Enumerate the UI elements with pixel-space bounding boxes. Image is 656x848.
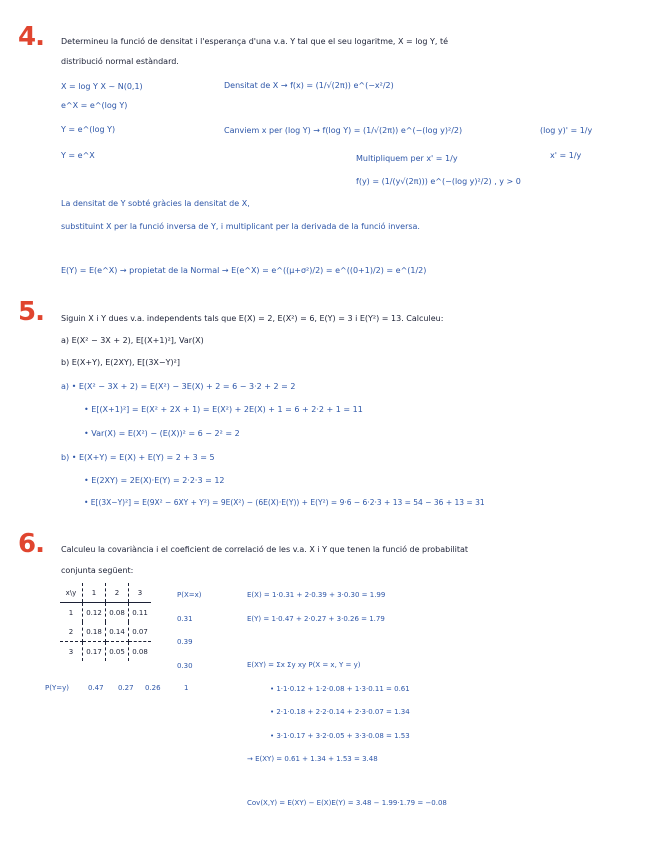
- s6-expectation-x: E(X) = 1·0.31 + 2·0.39 + 3·0.30 = 1.99: [247, 591, 386, 599]
- table-row-header: 1: [60, 603, 83, 623]
- s4-work-line-4: Y = e^X: [61, 151, 95, 160]
- s5-answer-b2: • E(2XY) = 2E(X)·E(Y) = 2·2·3 = 12: [84, 476, 225, 485]
- s4-explanation-line-2: substituint X per la funció inversa de Y, i multiplicant per la derivada de la funció inversa.: [61, 222, 420, 231]
- py-value-3: 0.26: [145, 684, 161, 692]
- table-cell: 0.08: [132, 647, 148, 656]
- s6-expectation-xy-result: → E(XY) = 0.61 + 1.34 + 1.53 = 3.48: [247, 755, 378, 763]
- table-col-header: 2: [106, 583, 129, 603]
- s6-covariance: Cov(X,Y) = E(XY) − E(X)E(Y) = 3.48 − 1.99·1.79 = −0.08: [247, 799, 447, 807]
- table-cell: 0.18: [83, 622, 106, 642]
- table-row-header: 2: [60, 622, 83, 642]
- s4-expectation: E(Y) = E(e^X) → propietat de la Normal → E(e^X) = e^((μ+σ²)/2) = e^((0+1)/2) = e^(1/2): [61, 266, 427, 275]
- s5-answer-a1: a) • E(X² − 3X + 2) = E(X²) − 3E(X) + 2 = 6 − 3·2 + 2 = 2: [61, 382, 296, 391]
- s6-expectation-y: E(Y) = 1·0.47 + 2·0.27 + 3·0.26 = 1.79: [247, 615, 385, 623]
- s5-answer-a3: • Var(X) = E(X²) − (E(X))² = 6 − 2² = 2: [84, 429, 240, 438]
- s4-log-derivative: (log y)' = 1/y: [540, 126, 593, 135]
- s4-density-y: f(y) = (1/(y√(2π))) e^(−(log y)²/2) , y > 0: [356, 177, 521, 186]
- s6-term-3: • 3·1·0.17 + 3·2·0.05 + 3·3·0.08 = 1.53: [270, 732, 410, 740]
- s4-density-x: Densitat de X → f(x) = (1/√(2π)) e^(−x²/2): [224, 81, 394, 90]
- table-corner: x\y: [60, 583, 83, 603]
- s5-answer-a2: • E[(X+1)²] = E(X² + 2X + 1) = E(X²) + 2E(X) + 1 = 6 + 2·2 + 1 = 11: [84, 405, 363, 414]
- s4-multiply-note: Multipliquem per x' = 1/y: [356, 154, 458, 163]
- table-cell: 0.14: [106, 622, 129, 642]
- probability-total: 1: [184, 684, 189, 692]
- s6-term-1: • 1·1·0.12 + 1·2·0.08 + 1·3·0.11 = 0.61: [270, 685, 410, 693]
- px-value-2: 0.39: [177, 638, 193, 646]
- table-row: [60, 603, 151, 623]
- px-value-1: 0.31: [177, 615, 193, 623]
- s6-expectation-xy: E(XY) = Σx Σy xy P(X = x, Y = y): [247, 661, 361, 669]
- table-cell: 0.08: [106, 603, 129, 623]
- s6-statement-line-1: Calculeu la covariància i el coeficient de correlació de les v.a. X i Y que tenen la funció de probabilitat: [61, 545, 469, 554]
- s4-statement-line-2: distribució normal estàndard.: [61, 57, 179, 66]
- table-col-header: 1: [83, 583, 106, 603]
- s4-x-prime: x' = 1/y: [550, 151, 582, 160]
- exercise-6-number: 6.: [18, 529, 44, 559]
- s4-change-variable: Canviem x per (log Y) → f(log Y) = (1/√(2π)) e^(−(log y)²/2): [224, 126, 463, 135]
- table-cell: 0.12: [83, 603, 106, 623]
- s6-term-2: • 2·1·0.18 + 2·2·0.14 + 2·3·0.07 = 1.34: [270, 708, 410, 716]
- exercise-5-number: 5.: [18, 297, 44, 327]
- table-row-header: 3: [60, 642, 83, 662]
- table-col-header: 3: [129, 583, 152, 603]
- s4-statement-line-1: Determineu la funció de densitat i l'esperança d'una v.a. Y tal que el seu logaritme, X = log Y, té: [61, 37, 449, 46]
- table-cell: 0.17: [83, 642, 106, 662]
- exercise-4-number: 4.: [18, 22, 44, 52]
- s4-work-line-2: e^X = e^(log Y): [61, 101, 128, 110]
- s5-answer-b3: • E[(3X−Y)²] = E(9X² − 6XY + Y²) = 9E(X²) − (6E(X)·E(Y)) + E(Y²) = 9·6 − 6·2·3 + 13 = 54 − 36 + 13 = 31: [84, 498, 485, 507]
- py-value-1: 0.47: [88, 684, 104, 692]
- s4-work-line-1: X = log Y X ~ N(0,1): [61, 82, 143, 91]
- table-cell: 0.11: [132, 608, 148, 617]
- table-header-row: [60, 583, 151, 603]
- table-cell: 0.07: [129, 622, 152, 642]
- s6-statement-line-2: conjunta següent:: [61, 566, 134, 575]
- py-label: P(Y=y): [45, 684, 69, 692]
- s5-answer-b1: b) • E(X+Y) = E(X) + E(Y) = 2 + 3 = 5: [61, 453, 215, 462]
- joint-probability-table: [60, 583, 151, 661]
- table-cell: 0.05: [106, 642, 129, 662]
- table-row: [60, 622, 151, 642]
- s5-question-a: a) E(X² − 3X + 2), E[(X+1)²], Var(X): [61, 336, 204, 345]
- px-value-3: 0.30: [177, 662, 193, 670]
- s4-work-line-3: Y = e^(log Y): [61, 125, 116, 134]
- s5-statement: Siguin X i Y dues v.a. independents tals que E(X) = 2, E(X²) = 6, E(Y) = 3 i E(Y²) = 13. Calculeu:: [61, 314, 444, 323]
- px-label: P(X=x): [177, 591, 202, 599]
- py-value-2: 0.27: [118, 684, 134, 692]
- table-row: [60, 642, 151, 662]
- s5-question-b: b) E(X+Y), E(2XY), E[(3X−Y)²]: [61, 358, 180, 367]
- s4-explanation-line-1: La densitat de Y sobté gràcies la densitat de X,: [61, 199, 250, 208]
